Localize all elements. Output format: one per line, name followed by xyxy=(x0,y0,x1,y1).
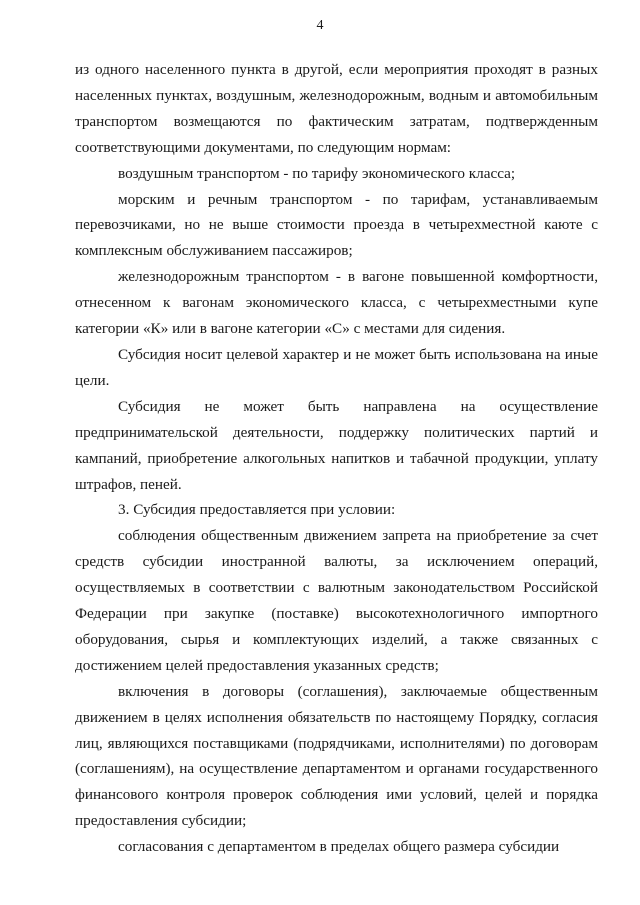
paragraph-subsidy-restrictions: Субсидия не может быть направлена на осуществление предпринимательской деятельности, поддержку политических партий и кампаний, приобретение алкогольных напитков и табачной продукции, уплату штрафов, пеней. xyxy=(75,397,598,493)
paragraph-subsidy-purpose: Субсидия носит целевой характер и не может быть использована на иные цели. xyxy=(75,345,598,389)
document-body xyxy=(75,57,598,860)
page-number: 4 xyxy=(316,18,324,33)
paragraph-rail-transport: железнодорожным транспортом - в вагоне повышенной комфортности, отнесенном к вагонам экономического класса, с четырехместными купе категории «К» или в вагоне категории «С» с местами для сидения. xyxy=(75,268,598,338)
paragraph-sea-river-transport: морским и речным транспортом - по тарифам, устанавливаемым перевозчиками, но не выше стоимости проезда в четырехместной каюте с комплексным обслуживанием пассажиров; xyxy=(75,190,598,260)
paragraph-contract-consent: включения в договоры (соглашения), заключаемые общественным движением в целях исполнения обязательств по настоящему Порядку, согласия лиц, являющихся поставщиками (подрядчиками, исполнителями) по договорам (соглашениям), на осуществление департаментом и органами государственного финансового контроля проверок соблюдения ими условий, целей и порядка предоставления субсидии; xyxy=(75,682,598,830)
paragraph-approval: согласования с департаментом в пределах общего размера субсидии xyxy=(118,838,560,856)
paragraph-currency-ban: соблюдения общественным движением запрета на приобретение за счет средств субсидии иностранной валюты, за исключением операций, осуществляемых в соответствии с валютным законодательством Российской Федерации при закупке (поставке) высокотехнологичного импортного оборудования, сырья и комплектующих изделий, а также связанных с достижением целей предоставления указанных средств; xyxy=(75,527,598,674)
paragraph-travel-reimbursement: из одного населенного пункта в другой, если мероприятия проходят в разных населенных пунктах, воздушным, железнодорожным, водным и автомобильным транспортом возмещаются по фактическим затратам, подтвержденным соответствующими документами, по следующим нормам: xyxy=(75,61,598,156)
paragraph-section-3-heading: 3. Субсидия предоставляется при условии: xyxy=(118,501,396,519)
paragraph-air-transport: воздушным транспортом - по тарифу экономического класса; xyxy=(118,164,516,182)
